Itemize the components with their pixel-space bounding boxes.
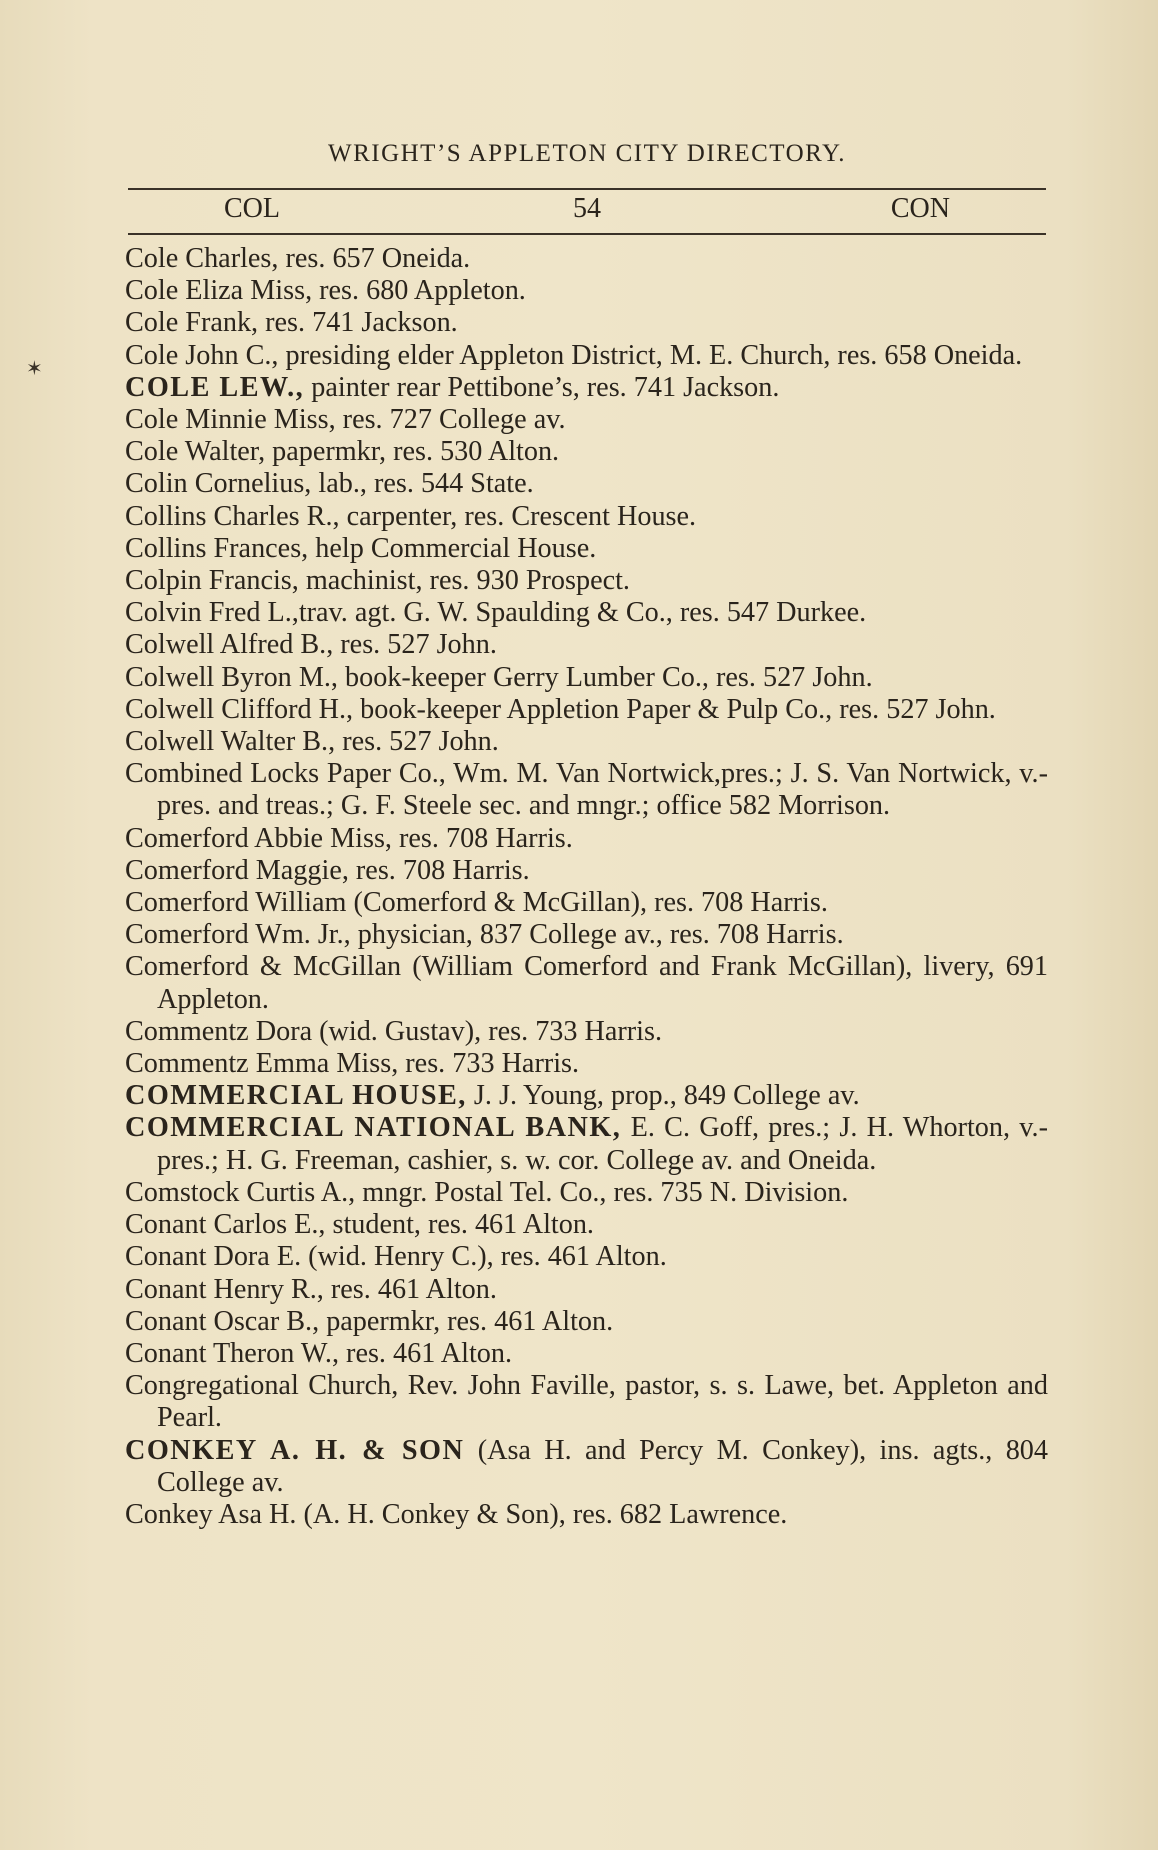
entry-text: Combined Locks Paper Co., Wm. M. Van Nortwick,pres.; J. S. Van Nortwick, v.-pres. and treas.; G. F. Steele sec. and mngr.; office 582 Morrison. — [125, 758, 1048, 822]
running-head: WRIGHT’S APPLETON CITY DIRECTORY. — [327, 140, 847, 167]
directory-entry — [125, 307, 1048, 339]
entry-text: Conant Oscar B., papermkr, res. 461 Alton. — [125, 1305, 614, 1337]
directory-entry — [125, 919, 1048, 951]
entry-text: Commentz Dora (wid. Gustav), res. 733 Harris. — [125, 1015, 663, 1047]
entry-text: Colpin Francis, machinist, res. 930 Prospect. — [125, 565, 630, 597]
directory-entry — [125, 340, 1048, 372]
directory-entry — [125, 758, 1048, 822]
directory-entry — [125, 1048, 1048, 1080]
entry-text: painter rear Pettibone’s, res. 741 Jackson. — [304, 371, 780, 403]
page-number: 54 — [573, 193, 601, 224]
directory-entry — [125, 1112, 1048, 1176]
directory-entry — [125, 855, 1048, 887]
directory-entry — [125, 1016, 1048, 1048]
directory-entry — [125, 597, 1048, 629]
directory-entry — [125, 501, 1048, 533]
entry-text: Congregational Church, Rev. John Faville, pastor, s. s. Lawe, bet. Appleton and Pearl. — [125, 1370, 1048, 1434]
entry-bold-name: COMMERCIAL NATIONAL BANK, — [125, 1112, 622, 1144]
entry-text: (Asa H. and Percy M. Conkey), ins. agts., 804 College av. — [157, 1434, 1048, 1498]
entry-text: Colwell Walter B., res. 527 John. — [125, 726, 499, 758]
directory-entry — [125, 372, 1048, 404]
entry-text: Conant Henry R., res. 461 Alton. — [125, 1273, 497, 1305]
directory-entry — [125, 726, 1048, 758]
entry-text: Conant Carlos E., student, res. 461 Alton. — [125, 1209, 594, 1241]
entry-text: Cole Eliza Miss, res. 680 Appleton. — [125, 275, 526, 307]
directory-entry — [125, 1080, 1048, 1112]
entry-text: Colwell Alfred B., res. 527 John. — [125, 629, 497, 661]
entry-bold-name: CONKEY A. H. & SON — [125, 1434, 465, 1466]
entry-text: Comerford Abbie Miss, res. 708 Harris. — [125, 822, 573, 854]
margin-mark: ✶ — [26, 358, 43, 380]
entry-text: Colwell Byron M., book-keeper Gerry Lumber Co., res. 527 John. — [125, 661, 873, 693]
directory-entry — [125, 1338, 1048, 1370]
guide-word-right: CON — [890, 193, 950, 224]
directory-entry — [125, 565, 1048, 597]
entry-text: E. C. Goff, pres.; J. H. Whorton, v.-pres.; H. G. Freeman, cashier, s. w. cor. College av. and Oneida. — [157, 1112, 1048, 1176]
directory-entry — [125, 468, 1048, 500]
directory-entry — [125, 1370, 1048, 1434]
entry-text: Comerford William (Comerford & McGillan), res. 708 Harris. — [125, 887, 828, 919]
entry-text: Collins Frances, help Commercial House. — [125, 532, 597, 564]
entry-text: Cole Minnie Miss, res. 727 College av. — [125, 404, 566, 436]
entry-text: Colwell Clifford H., book-keeper Appletion Paper & Pulp Co., res. 527 John. — [125, 693, 996, 725]
directory-entry — [125, 275, 1048, 307]
entry-text: J. J. Young, prop., 849 College av. — [466, 1080, 860, 1112]
directory-entry — [125, 436, 1048, 468]
entry-text: Conkey Asa H. (A. H. Conkey & Son), res. 682 Lawrence. — [125, 1498, 788, 1530]
entry-bold-name: COLE LEW., — [125, 371, 305, 403]
entry-text: Comstock Curtis A., mngr. Postal Tel. Co., res. 735 N. Division. — [125, 1176, 849, 1208]
directory-entry — [125, 629, 1048, 661]
entry-text: Cole Charles, res. 657 Oneida. — [125, 243, 471, 274]
directory-entry — [125, 1435, 1048, 1499]
directory-entry — [125, 1306, 1048, 1338]
directory-entry — [125, 1177, 1048, 1209]
entry-text: Comerford Wm. Jr., physician, 837 College av., res. 708 Harris. — [125, 919, 844, 951]
directory-entry — [125, 1499, 1048, 1531]
entry-text: Commentz Emma Miss, res. 733 Harris. — [125, 1048, 580, 1080]
directory-entry — [125, 694, 1048, 726]
entry-text: Cole John C., presiding elder Appleton District, M. E. Church, res. 658 Oneida. — [125, 339, 1023, 371]
entry-text: Comerford & McGillan (William Comerford and Frank McGillan), livery, 691 Appleton. — [125, 951, 1048, 1015]
guide-row — [128, 193, 1046, 231]
header-rule-top — [128, 188, 1046, 190]
entry-text: Collins Charles R., carpenter, res. Crescent House. — [125, 500, 697, 532]
entry-text: Conant Dora E. (wid. Henry C.), res. 461 Alton. — [125, 1241, 667, 1273]
entry-bold-name: COMMERCIAL HOUSE, — [125, 1080, 467, 1112]
directory-entry — [125, 887, 1048, 919]
directory-entry — [125, 404, 1048, 436]
directory-entry — [125, 823, 1048, 855]
header-rule-bottom — [128, 233, 1046, 235]
entry-text: Cole Frank, res. 741 Jackson. — [125, 307, 458, 339]
directory-entry — [125, 1274, 1048, 1306]
entry-text: Comerford Maggie, res. 708 Harris. — [125, 854, 530, 886]
directory-entry — [125, 951, 1048, 1015]
entry-text: Cole Walter, papermkr, res. 530 Alton. — [125, 436, 560, 468]
directory-entry — [125, 1209, 1048, 1241]
directory-entry — [125, 1241, 1048, 1273]
directory-entries — [125, 243, 1048, 1531]
directory-entry — [125, 662, 1048, 694]
directory-entry — [125, 243, 1048, 275]
directory-entry — [125, 533, 1048, 565]
entry-text: Colvin Fred L.,trav. agt. G. W. Spaulding & Co., res. 547 Durkee. — [125, 597, 867, 629]
entry-text: Conant Theron W., res. 461 Alton. — [125, 1337, 513, 1369]
guide-word-left: COL — [224, 193, 280, 224]
entry-text: Colin Cornelius, lab., res. 544 State. — [125, 468, 534, 500]
